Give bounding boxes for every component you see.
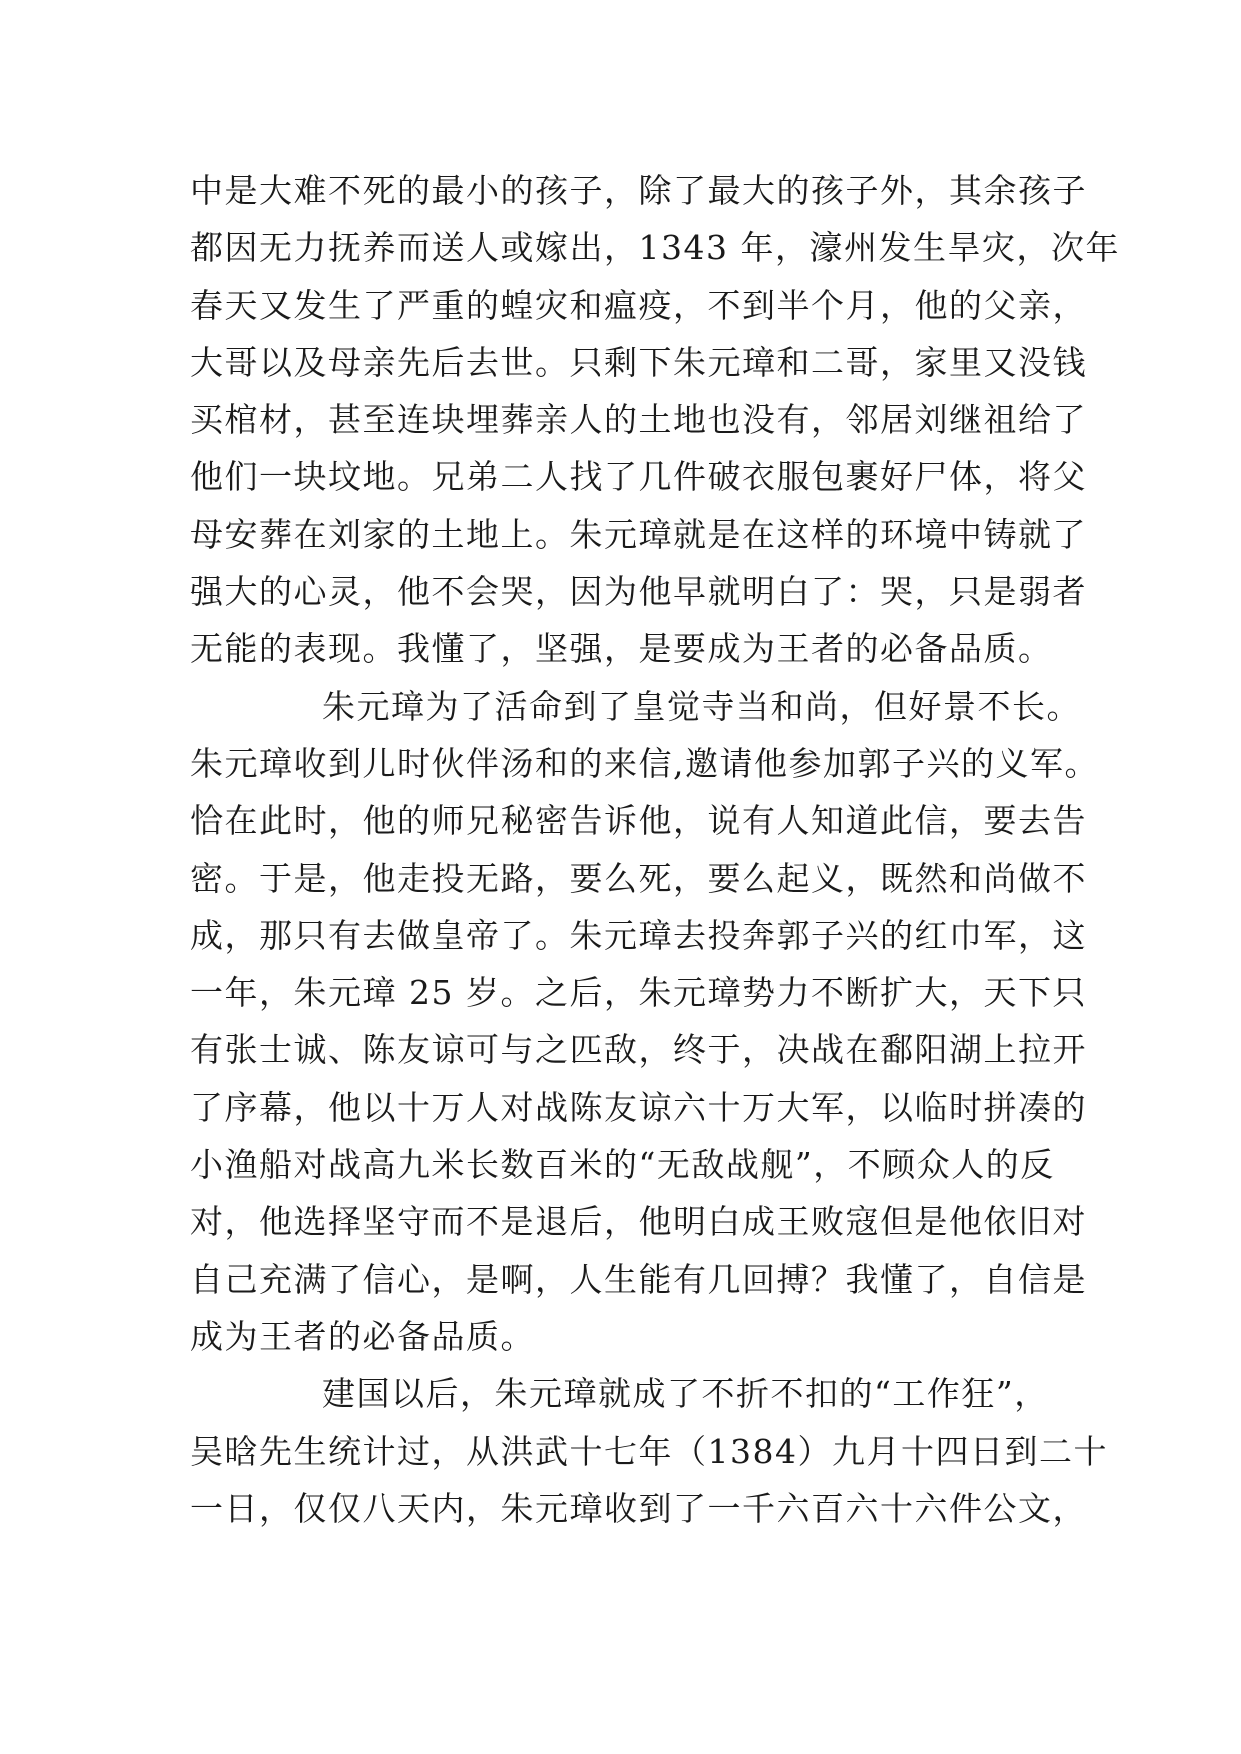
text-line: 都因无力抚养而送人或嫁出，1343 年，濠州发生旱灾，次年 (190, 228, 1120, 268)
text-line: 成，那只有去做皇帝了。朱元璋去投奔郭子兴的红巾军，这 (190, 915, 1087, 955)
text-line: 中是大难不死的最小的孩子，除了最大的孩子外，其余孩子 (190, 171, 1087, 210)
text-line: 无能的表现。我懂了，坚强，是要成为王者的必备品质。 (190, 629, 1053, 669)
text-line: 买棺材，甚至连块埋葬亲人的土地也没有，邻居刘继祖给了 (190, 400, 1087, 440)
text-line: 了序幕，他以十万人对战陈友谅六十万大军，以临时拼凑的 (190, 1087, 1087, 1127)
text-line: 强大的心灵，他不会哭，因为他早就明白了：哭，只是弱者 (190, 572, 1087, 612)
text-line: 自己充满了信心，是啊，人生能有几回搏？我懂了，自信是 (190, 1259, 1087, 1299)
text-line: 吴晗先生统计过，从洪武十七年（1384）九月十四日到二十 (190, 1431, 1108, 1471)
text-line: 有张士诚、陈友谅可与之匹敌，终于，决战在鄱阳湖上拉开 (190, 1030, 1087, 1070)
text-line: 一日，仅仅八天内，朱元璋收到了一千六百六十六件公文， (190, 1488, 1087, 1528)
text-line: 成为王者的必备品质。 (190, 1316, 535, 1356)
text-line: 朱元璋收到儿时伙伴汤和的来信,邀请他参加郭子兴的义军。 (190, 743, 1099, 783)
text-line: 小渔船对战高九米长数百米的“无敌战舰”，不顾众人的反 (190, 1145, 1055, 1185)
text-line: 恰在此时，他的师兄秘密告诉他，说有人知道此信，要去告 (190, 801, 1087, 841)
body-text (190, 162, 1120, 1537)
text-line: 他们一块坟地。兄弟二人找了几件破衣服包裹好尸体，将父 (190, 457, 1087, 497)
text-line: 一年，朱元璋 25 岁。之后，朱元璋势力不断扩大，天下只 (190, 973, 1087, 1013)
text-line: 大哥以及母亲先后去世。只剩下朱元璋和二哥，家里又没钱 (190, 342, 1087, 382)
text-line: 密。于是，他走投无路，要么死，要么起义，既然和尚做不 (190, 858, 1087, 898)
text-line: 对，他选择坚守而不是退后，他明白成王败寇但是他依旧对 (190, 1202, 1087, 1242)
paragraph-start-line: 朱元璋为了活命到了皇觉寺当和尚，但好景不长。 (322, 686, 1081, 726)
text-line: 母安葬在刘家的土地上。朱元璋就是在这样的环境中铸就了 (190, 514, 1087, 554)
text-line: 春天又发生了严重的蝗灾和瘟疫，不到半个月，他的父亲， (190, 285, 1087, 325)
paragraph-start-line: 建国以后，朱元璋就成了不折不扣的“工作狂”， (322, 1374, 1049, 1414)
